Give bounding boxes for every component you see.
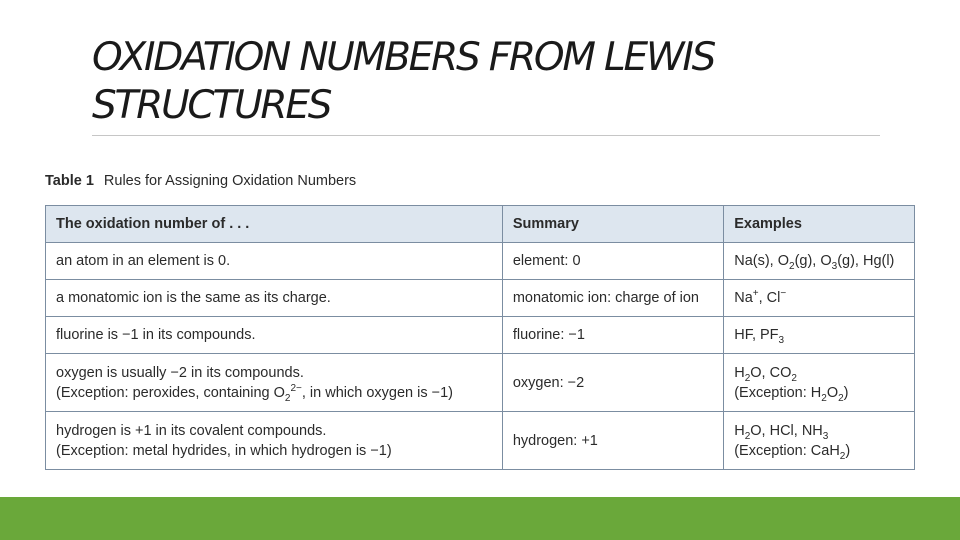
table-row xyxy=(46,280,915,317)
summary-cell: hydrogen: +1 xyxy=(502,412,723,470)
examples-cell: HF, $PF_3$ xyxy=(724,317,915,354)
oxidation-rules-table xyxy=(45,205,915,470)
rule-cell: fluorine is −1 in its compounds. xyxy=(46,317,503,354)
table-row xyxy=(46,412,915,470)
examples-cell: Na(s), $O_2(g)$, $O_3(g)$, Hg(l) xyxy=(724,243,915,280)
table-header-row xyxy=(46,206,915,243)
header-rule: The oxidation number of . . . xyxy=(46,206,503,243)
summary-cell: fluorine: −1 xyxy=(502,317,723,354)
examples-cell: $H_2O$, $CO_2$ (Exception: $H_2O_2$) xyxy=(724,354,915,412)
summary-cell: oxygen: −2 xyxy=(502,354,723,412)
slide-title-line-1: OXIDATION NUMBERS FROM LEWIS xyxy=(92,35,715,80)
summary-cell: monatomic ion: charge of ion xyxy=(502,280,723,317)
table-caption xyxy=(45,173,356,189)
table-row xyxy=(46,243,915,280)
rule-cell: a monatomic ion is the same as its charge. xyxy=(46,280,503,317)
table-row xyxy=(46,354,915,412)
slide-title-line-2: STRUCTURES xyxy=(92,83,331,128)
table-caption-text: Rules for Assigning Oxidation Numbers xyxy=(103,173,357,189)
examples-cell: Na+, Cl− xyxy=(724,280,915,317)
rule-cell: hydrogen is +1 in its covalent compounds. (Exception: metal hydrides, in which hydrogen is −1) xyxy=(46,412,503,470)
table-row xyxy=(46,317,915,354)
summary-cell: element: 0 xyxy=(502,243,723,280)
rule-cell: an atom in an element is 0. xyxy=(46,243,503,280)
header-summary: Summary xyxy=(502,206,723,243)
rule-cell: oxygen is usually −2 in its compounds. (Exception: peroxides, containing $O_2^{2-}$, in which oxygen is −1) xyxy=(46,354,503,412)
footer-accent-bar xyxy=(0,497,960,540)
slide-title xyxy=(92,34,892,130)
table-caption-label: Table 1 xyxy=(45,173,94,189)
examples-cell: $H_2O$, HCl, $NH_3$ (Exception: CaH$_2$) xyxy=(724,412,915,470)
header-examples: Examples xyxy=(724,206,915,243)
title-divider xyxy=(92,135,880,136)
